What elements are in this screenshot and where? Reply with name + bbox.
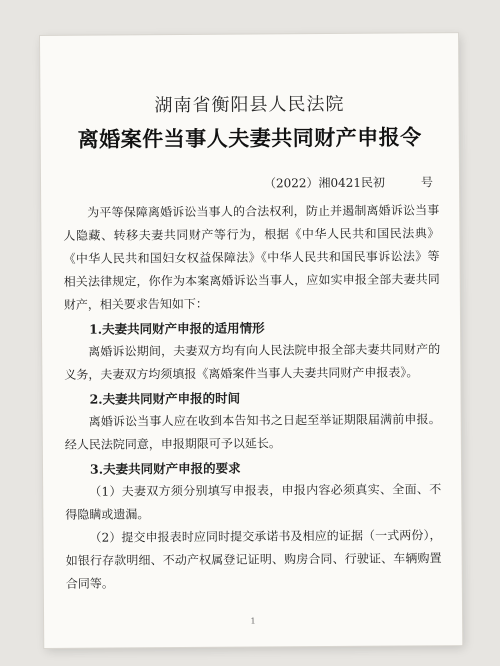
section1-heading: 1.夫妻共同财产申报的适用情形 (88, 320, 265, 337)
section3-item-2: （2）提交申报表时应同时提交承诺书及相应的证据（一式两份），如银行存款明细、不动产权属登记证明、购房合同、行驶证、车辆购置合同等。 (65, 528, 442, 591)
section3-item-1: （1）夫妻双方须分别填写申报表，申报内容必须真实、全面、不得隐瞒或遗漏。 (65, 482, 442, 522)
section1-paragraph: 离婚诉讼期间，夫妻双方均有向人民法院申报全部夫妻共同财产的义务，夫妻双方均须填报《离婚案件当事人夫妻共同财产申报表》。 (64, 342, 441, 382)
intro-paragraph: 为平等保障离婚诉讼当事人的合法权利，防止并遏制离婚诉讼当事人隐藏、转移夫妻共同财产等行为，根据《中华人民共和国民法典》《中华人民共和国妇女权益保障法》《中华人民共和国民事诉讼法》等相关法律规定，你作为本案离婚诉讼当事人，应如实申报全部夫妻共同财产，相关要求告知如下： (63, 203, 440, 312)
section2-paragraph: 离婚诉讼当事人应在收到本告知书之日起至举证期限届满前申报。经人民法院同意，申报期限可予以延长。 (64, 412, 441, 452)
case-number-prefix: （2022）湘0421民初 (263, 175, 386, 191)
case-number-suffix: 号 (420, 175, 434, 190)
court-name: 湖南省衡阳县人民法院 (154, 93, 345, 117)
document-body (63, 199, 442, 596)
case-number (264, 173, 433, 191)
section3-heading: 3.夫妻共同财产申报的要求 (89, 460, 241, 477)
section2-heading: 2.夫妻共同财产申报的时间 (89, 390, 241, 407)
document-title: 离婚案件当事人夫妻共同财产申报令 (77, 124, 422, 152)
document-page (40, 33, 462, 648)
page-number: 1 (250, 616, 256, 626)
redacted-case-number (385, 177, 421, 189)
